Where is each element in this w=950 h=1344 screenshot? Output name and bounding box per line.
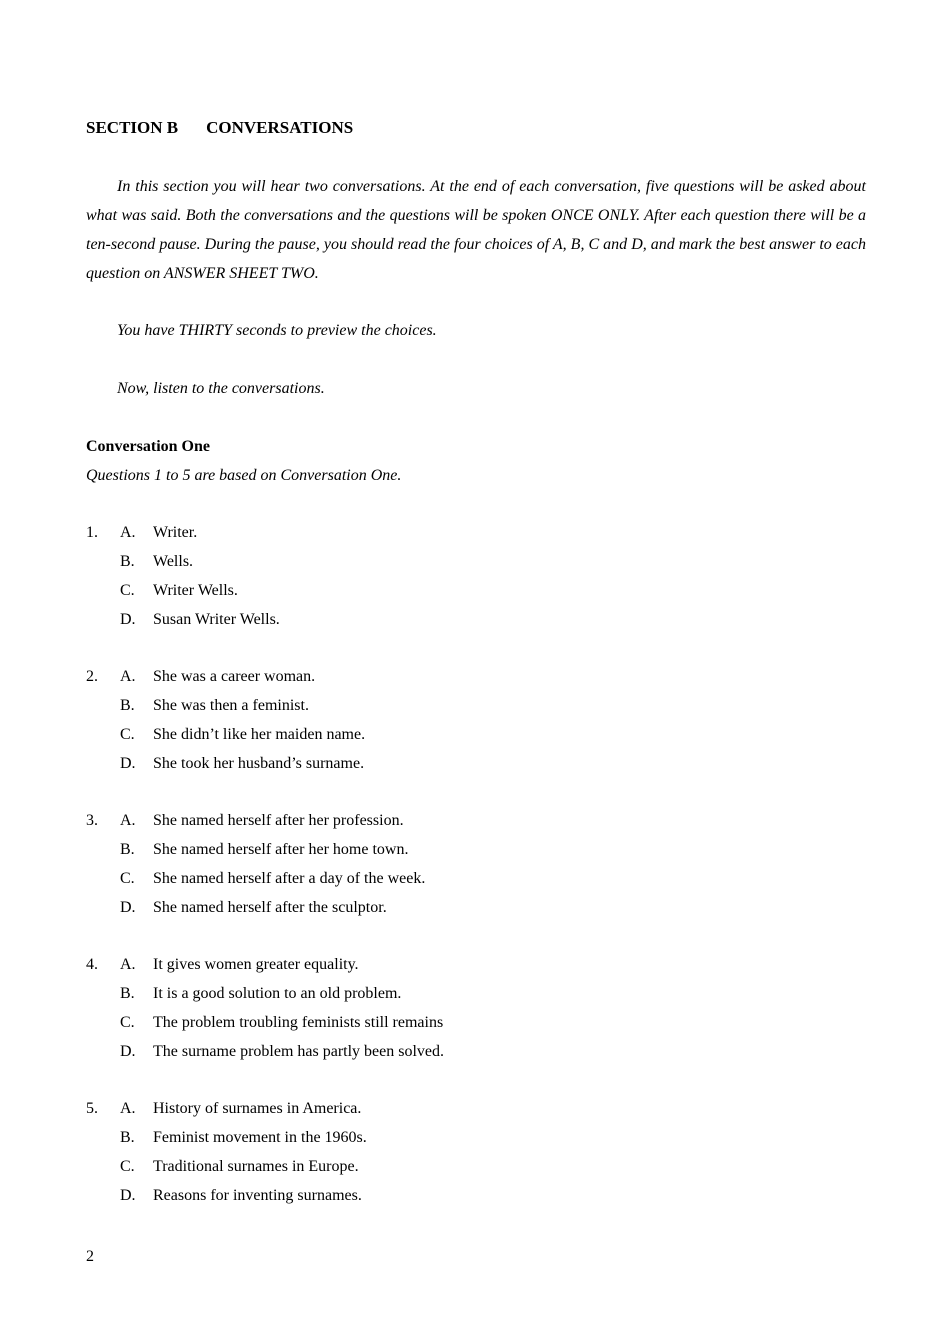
choice-text: She named herself after her home town. — [153, 841, 409, 858]
choice-text: The problem troubling feminists still remains — [153, 1014, 444, 1031]
choice-d[interactable] — [120, 893, 387, 922]
choice-letter: C. — [120, 582, 135, 599]
question-4 — [86, 950, 866, 1066]
choice-d[interactable] — [120, 749, 364, 778]
choice-c[interactable] — [120, 720, 365, 749]
question-number: 3. — [86, 812, 98, 829]
choice-letter: A. — [120, 812, 136, 829]
question-number: 2. — [86, 668, 98, 685]
choice-d[interactable] — [120, 1037, 444, 1066]
choice-d[interactable] — [120, 605, 280, 634]
question-list — [86, 518, 866, 1238]
choice-letter: B. — [120, 985, 135, 1002]
question-2 — [86, 662, 866, 778]
question-5 — [86, 1094, 866, 1210]
choice-b[interactable] — [120, 1123, 367, 1152]
choice-letter: D. — [120, 1187, 136, 1204]
choice-text: History of surnames in America. — [153, 1100, 362, 1117]
choice-a[interactable] — [120, 1094, 361, 1123]
choice-text: She named herself after a day of the week. — [153, 870, 426, 887]
choice-text: Traditional surnames in Europe. — [153, 1158, 359, 1175]
choice-d[interactable] — [120, 1181, 362, 1210]
choice-letter: D. — [120, 899, 136, 916]
question-3 — [86, 806, 866, 922]
choice-b[interactable] — [120, 979, 401, 1008]
question-number: 1. — [86, 524, 98, 541]
choice-letter: B. — [120, 841, 135, 858]
choice-letter: B. — [120, 1129, 135, 1146]
choice-text: The surname problem has partly been solved. — [153, 1043, 445, 1060]
section-heading — [86, 117, 353, 139]
conversation-subtitle: Questions 1 to 5 are based on Conversation One. — [86, 467, 402, 484]
question-number: 5. — [86, 1100, 98, 1117]
choice-letter: D. — [120, 611, 136, 628]
choice-letter: A. — [120, 956, 136, 973]
choice-text: She named herself after the sculptor. — [153, 899, 387, 916]
choice-letter: A. — [120, 668, 136, 685]
choice-letter: B. — [120, 697, 135, 714]
choice-letter: D. — [120, 755, 136, 772]
choice-text: Susan Writer Wells. — [153, 611, 280, 628]
conversation-title: Conversation One — [86, 438, 210, 455]
choice-b[interactable] — [120, 547, 193, 576]
question-1 — [86, 518, 866, 634]
choice-c[interactable] — [120, 576, 238, 605]
choice-letter: B. — [120, 553, 135, 570]
choice-text: She was then a feminist. — [153, 697, 309, 714]
choice-letter: A. — [120, 1100, 136, 1117]
choice-letter: C. — [120, 726, 135, 743]
choice-a[interactable] — [120, 950, 359, 979]
choice-a[interactable] — [120, 806, 404, 835]
choice-text: She was a career woman. — [153, 668, 316, 685]
choice-text: She took her husband’s surname. — [153, 755, 365, 772]
preview-note: You have THIRTY seconds to preview the choices. — [117, 322, 437, 339]
choice-c[interactable] — [120, 864, 425, 893]
choice-letter: A. — [120, 524, 136, 541]
choice-letter: C. — [120, 870, 135, 887]
choice-text: She named herself after her profession. — [153, 812, 404, 829]
choice-text: Feminist movement in the 1960s. — [153, 1129, 367, 1146]
choice-text: Writer Wells. — [153, 582, 238, 599]
choice-b[interactable] — [120, 835, 408, 864]
exam-page — [86, 0, 866, 1344]
choice-text: It is a good solution to an old problem. — [153, 985, 402, 1002]
choice-text: Wells. — [153, 553, 194, 570]
choice-letter: C. — [120, 1014, 135, 1031]
choice-text: It gives women greater equality. — [153, 956, 359, 973]
choice-text: She didn’t like her maiden name. — [153, 726, 366, 743]
listen-note: Now, listen to the conversations. — [117, 380, 325, 397]
choice-letter: C. — [120, 1158, 135, 1175]
choice-c[interactable] — [120, 1008, 443, 1037]
choice-a[interactable] — [120, 662, 315, 691]
choice-text: Writer. — [153, 524, 198, 541]
choice-c[interactable] — [120, 1152, 359, 1181]
instructions-paragraph: In this section you will hear two conversations. At the end of each conversation, five questions will be asked about what was said. Both the conversations and the questions will be spoken ONCE ONLY. After each question there will be a ten-second pause. During the pause, you should read the four choices of A, B, C and D, and mark the best answer to each question on ANSWER SHEET TWO. — [86, 178, 866, 282]
choice-text: Reasons for inventing surnames. — [153, 1187, 362, 1204]
section-title: CONVERSATIONS — [206, 118, 354, 137]
choice-letter: D. — [120, 1043, 136, 1060]
question-number: 4. — [86, 956, 98, 973]
section-label: SECTION B — [86, 118, 179, 137]
page-number: 2 — [86, 1248, 94, 1265]
choice-b[interactable] — [120, 691, 309, 720]
choice-a[interactable] — [120, 518, 197, 547]
